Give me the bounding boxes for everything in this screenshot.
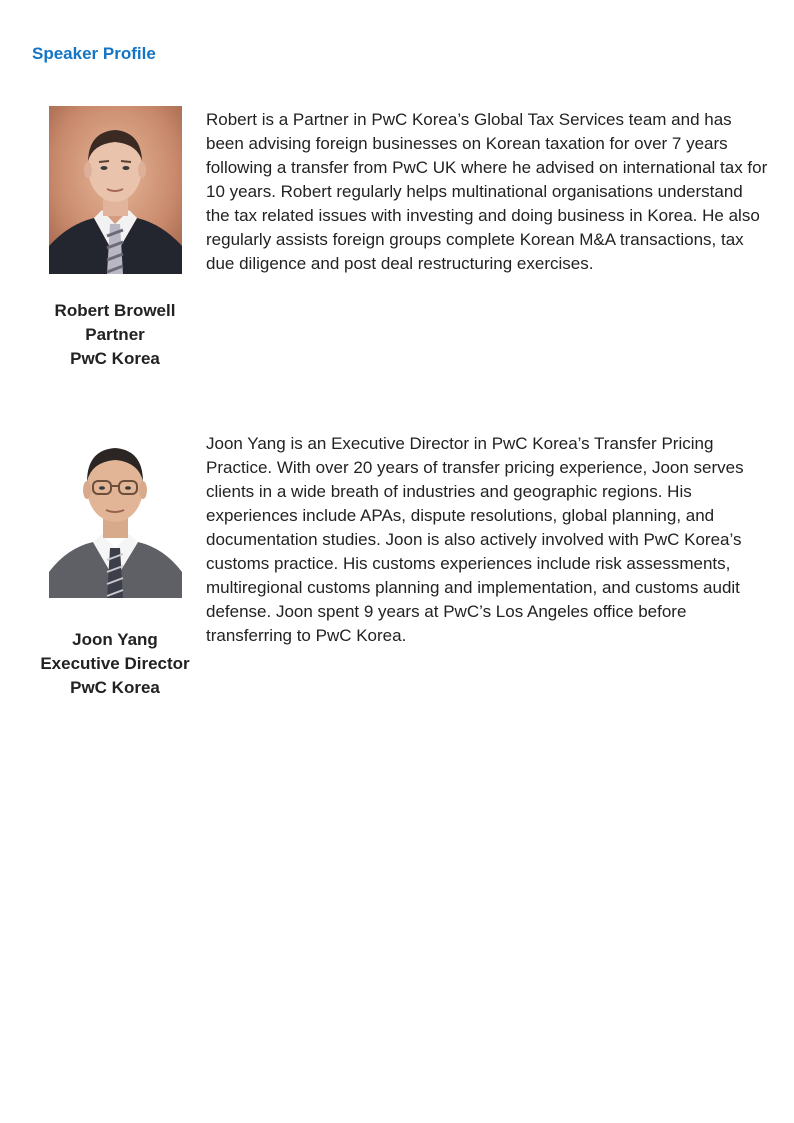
speaker-bio-joon: Joon Yang is an Executive Director in PwC Korea’s Transfer Pricing Practice. With over 20 years of transfer pricing experience, Joon serves clients in a wide breath of industries and geographic regions. His experiences include APAs, dispute resolutions, global planning, and documentation studies. Joon is also actively involved with PwC Korea’s customs practice. His customs experiences include risk assessments, multiregional customs planning and implementation, and customs audit defense. Joon spent 9 years at PwC’s Los Angeles office before transferring to PwC Korea. [206,434,744,645]
speaker-role: Partner [85,325,145,344]
page-title: Speaker Profile [32,44,156,63]
speaker-role: Executive Director [40,654,190,673]
speaker-photo-robert [49,106,182,274]
speaker-name: Robert Browell [54,301,176,320]
speaker-caption-robert [30,299,200,371]
speaker-caption-joon [30,628,200,700]
speaker-bio-robert: Robert is a Partner in PwC Korea’s Global Tax Services team and has been advising foreign businesses on Korean taxation for over 7 years following a transfer from PwC UK where he advised on international tax for 10 years. Robert regularly helps multinational organisations understand the tax related issues with investing and doing business in Korea. He also regularly assists foreign groups complete Korean M&A transactions, tax due diligence and post deal restructuring exercises. [206,110,768,273]
speaker-name: Joon Yang [72,630,158,649]
speaker-company: PwC Korea [70,678,160,697]
speaker-photo-joon [49,430,182,598]
speaker-company: PwC Korea [70,349,160,368]
